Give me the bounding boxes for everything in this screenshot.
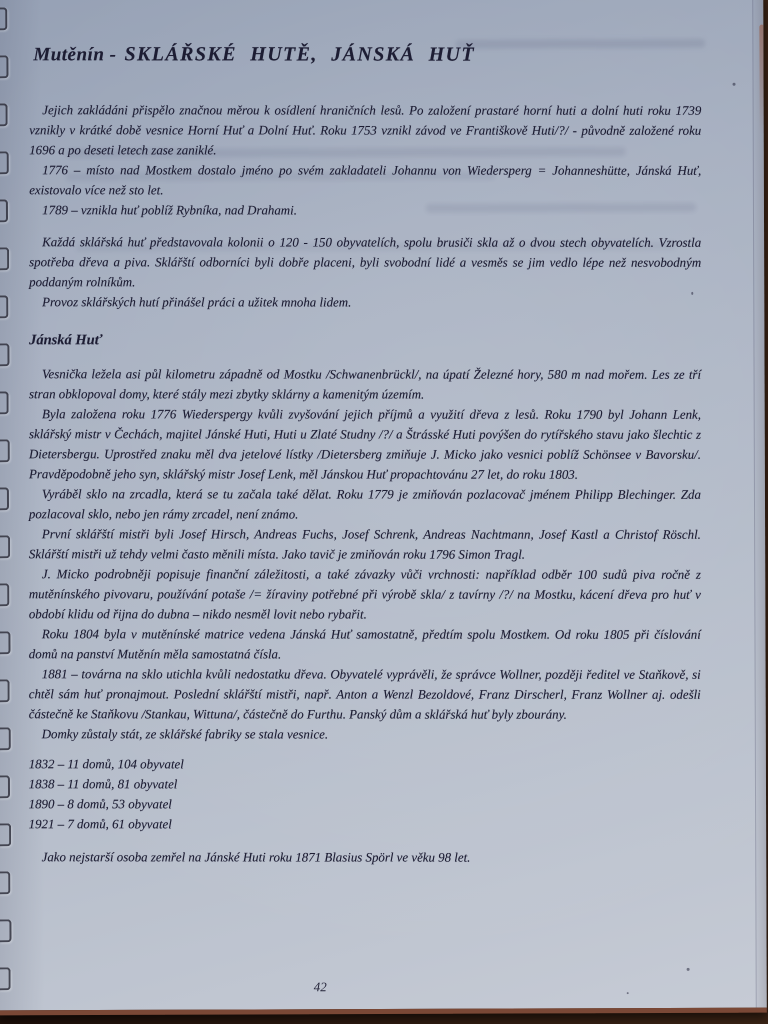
paragraph: Byla založena roku 1776 Wiederspergy kvůli zvyšování jejich příjmů a využití dřeva z lesů. Roku 1790 byl Johann Lenk, sklářský mistr v Čechách, majitel Jánské Huti, Huti u Zlaté Studny /?/ a Štrásské Huti povýšen do rytířského stavu jako šlechtic z Dietersbergu. Uprostřed znaku měl dva jetelové lístky /Dietersberg zmiňuje J. Micko jako vesnici poblíž Schönsee v Bavorsku/. Pravděpodobně jeho syn, sklářský mistr Josef Lenk, měl Jánskou Huť propachtovánu 27 let, do roku 1803.: [28, 407, 702, 482]
binding-ring: [0, 7, 7, 30]
page-number: 42: [313, 979, 327, 995]
section-subheading: Jánská Huť: [29, 332, 103, 349]
binding-ring: [0, 727, 11, 750]
paragraph: První sklářští mistři byli Josef Hirsch, Andreas Fuchs, Josef Schrenk, Andreas Nachtmann, Josef Kastl a Christof Röschl. Sklářští mistři už tehdy velmi často měnili místa. Jako tavič je zmiňován roku 1796 Simon Tragl.: [28, 527, 701, 562]
paragraph: Každá sklářská huť představovala kolonii o 120 - 150 obyvatelích, spolu brusiči skla až o dvou stech obyvatelích. Vzrostla spotřeba dřeva a piva. Sklářští odborníci byli dobře placeni, byli svobodní lidé a vesměs se jim vedlo lépe než nesvobodným poddaným rolníkům.: [29, 235, 702, 290]
binding-ring: [0, 103, 8, 126]
binding-ring: [0, 343, 10, 366]
binding-ring: [0, 199, 8, 222]
ink-speck: [687, 968, 690, 971]
paragraph: Roku 1804 byla v mutěnínské matrice vedena Jánská Huť samostatně, předtím spolu Mostkem. Od roku 1805 při číslování domů na panství Mutěnín měla samostatná čísla.: [28, 627, 701, 662]
binding-ring: [0, 247, 9, 270]
binding-ring: [0, 535, 10, 558]
binding-ring: [0, 151, 9, 174]
binding-ring: [0, 295, 8, 318]
binding-ring: [0, 679, 10, 702]
binding-ring: [0, 871, 10, 894]
binding-ring: [0, 631, 11, 654]
body-section: [29, 364, 701, 745]
paragraph: 1789 – vznikla huť poblíž Rybníka, nad Drahami.: [42, 203, 297, 218]
binding-ring: [0, 583, 9, 606]
census-line: 1921 – 7 domů, 61 obyvatel: [28, 817, 172, 832]
binding-ring: [0, 487, 9, 510]
title-prefix: Mutěnín -: [33, 44, 117, 66]
page-title: [33, 31, 701, 69]
intro-section: [29, 100, 701, 221]
paragraph: Jejich zakládáni přispělo značnou měrou k osídlení hraničních lesů. Po založení prastaré horní huti a dolní huti roku 1739 vznikly v krátké době vesnice Horní Huť a Dolní Huť. Roku 1753 vznikl závod ve Františkově Huti/?/ - původně založené roku 1696 a po deseti letech zase zaniklé.: [29, 103, 702, 158]
census-line: 1838 – 11 domů, 81 obyvatel: [28, 777, 178, 792]
paragraph: Provoz sklářských hutí přinášel práci a užitek mnoha lidem.: [42, 295, 352, 310]
ink-speck: [627, 992, 629, 994]
title-main: SKLÁŘSKÉ HUTĚ, JÁNSKÁ HUŤ: [124, 43, 476, 66]
paragraph: Vyráběl sklo na zrcadla, která se tu začala také dělat. Roku 1779 je zmiňován pozlacovač jménem Philipp Blechinger. Zda pozlacoval sklo, nebo jen rámy zrcadel, není známo.: [28, 487, 701, 522]
closing-paragraph: Jako nejstarší osoba zemřel na Jánské Huti roku 1871 Blasius Spörl ve věku 98 let.: [41, 850, 471, 865]
paragraph: J. Micko podrobněji popisuje finanční záležitosti, a také závazky vůči vrchnosti: například odběr 100 sudů piva ročně z mutěnínského pivovaru, používání potaše /= žíraviny potřebné při výrobě skla/ z tavírny /?/ na Mostku, kácení dřeva pro huť v období klidu od řijna do dubna – nikdo nesměl lovit nebo rybařit.: [28, 567, 701, 622]
paragraph: 1881 – továrna na sklo utichla kvůli nedostatku dřeva. Obyvatelé vyprávěli, že správce Wollner, později ředitel ve Staňkově, si chtěl sám huť pronajmout. Poslední sklářští mistři, např. Anton a Wenzl Bezoldové, Franz Dirscherl, Franz Wollner aj. odešli částečně ke Staňkovu /Stankau, Wittuna/, částečně do Furthu. Panský dům a sklářská huť byly zbourány.: [28, 667, 701, 722]
binding-ring: [0, 391, 9, 414]
binding-ring: [0, 919, 12, 942]
paragraph: Domky zůstaly stát, ze sklářské fabriky se stala vesnice.: [41, 727, 329, 742]
census-line: 1890 – 8 domů, 53 obyvatel: [28, 797, 172, 812]
page-content: [29, 31, 702, 868]
binding-ring: [0, 439, 10, 462]
binding-ring: [0, 967, 11, 990]
paragraph: 1776 – místo nad Mostkem dostalo jméno po svém zakladateli Johannu von Wiedersperg = Johanneshütte, Jánská Huť, existovalo více než sto let.: [29, 163, 702, 198]
binding-ring: [0, 775, 10, 798]
binding-ring: [0, 55, 9, 78]
comb-binding: [0, 0, 23, 1010]
ink-speck: [733, 83, 736, 86]
binding-ring: [0, 823, 11, 846]
colony-section: [29, 232, 701, 313]
paragraph: Vesnička ležela asi půl kilometru západně od Mostku /Schwanenbrückl/, na úpatí Železné hory, 580 m nad mořem. Les ze tří stran obklopoval domy, které stály mezi zbytky sklárny a kamenitým územím.: [29, 367, 702, 402]
census-list: [29, 754, 701, 835]
page-edge-shade: [753, 0, 767, 1008]
binder-edge-sliver: [759, 25, 764, 135]
census-line: 1832 – 11 domů, 104 obyvatel: [28, 757, 184, 772]
